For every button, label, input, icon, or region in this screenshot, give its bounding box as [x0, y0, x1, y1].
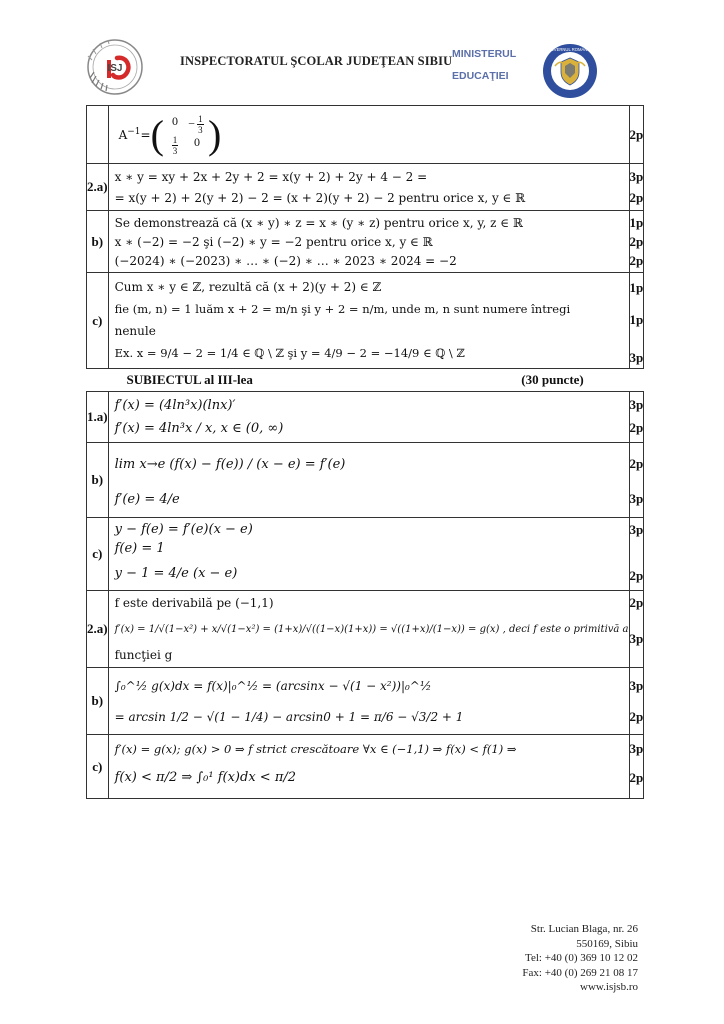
points-value: 2p	[629, 568, 644, 583]
points-value: 3p	[629, 678, 644, 693]
section-title: SUBIECTUL al III-lea	[126, 372, 253, 387]
item-content	[108, 211, 629, 273]
points-value: 3p	[629, 631, 644, 646]
solution-line: f este derivabilă pe (−1,1)	[114, 596, 274, 610]
item-content	[108, 106, 629, 164]
solution-line: f′(x) = 1/√(1−x²) + x/√(1−x²) = (1+x)/√((1−x)(1+x)) = √((1+x)/(1−x)) = g(x) , deci f este o primitivă a	[114, 623, 629, 635]
section-points: (30 puncte)	[521, 372, 584, 387]
solution-line: x ∗ y = xy + 2x + 2y + 2 = x(y + 2) + 2y + 4 − 2 =	[114, 169, 428, 184]
points-value: 2p	[629, 252, 644, 268]
solution-line: ∫₀^½ g(x)dx = f(x)|₀^½ = (arcsinx − √(1 − x²))|₀^½	[114, 679, 432, 693]
solution-line: lim x→e (f(x) − f(e)) / (x − e) = f′(e)	[114, 456, 346, 472]
points-cell	[629, 211, 644, 273]
solution-line: = x(y + 2) + 2(y + 2) − 2 = (x + 2)(y + 2) − 2 pentru orice x, y ∈ ℝ	[114, 190, 526, 205]
item-content	[108, 668, 629, 735]
solution-line: Cum x ∗ y ∈ ℤ, rezultă că (x + 2)(y + 2) ∈ ℤ	[114, 279, 382, 294]
item-label: c)	[87, 518, 109, 591]
item-content	[108, 591, 629, 668]
solution-line: funcţiei g	[114, 648, 173, 662]
points-cell	[629, 518, 644, 591]
table-row	[87, 392, 644, 443]
footer-website[interactable]: www.isjsb.ro	[580, 981, 638, 993]
points-cell	[629, 668, 644, 735]
points-cell	[629, 392, 644, 443]
section-header	[87, 369, 644, 392]
points-value: 3p	[629, 740, 644, 756]
table-row	[87, 735, 644, 799]
solution-line: f(e) = 1	[114, 541, 165, 556]
points-value: 2p	[629, 420, 644, 435]
section-header-row	[87, 369, 644, 392]
item-label: 2.a)	[87, 591, 109, 668]
solution-line: nenule	[114, 324, 156, 338]
points-value: 2p	[629, 709, 644, 724]
isj-logo	[86, 38, 144, 96]
item-label	[87, 106, 109, 164]
table-row	[87, 273, 644, 369]
points-cell	[629, 273, 644, 369]
page-header	[0, 0, 724, 100]
item-content	[108, 164, 629, 211]
item-label: b)	[87, 211, 109, 273]
points-value: 2p	[629, 126, 644, 142]
points-value: 2p	[629, 189, 644, 205]
item-content	[108, 273, 629, 369]
solution-line: Ex. x = 9/4 − 2 = 1/4 ∈ ℚ \ ℤ şi y = 4/9 − 2 = −14/9 ∈ ℚ \ ℤ	[114, 346, 465, 360]
footer-fax: Fax: +40 (0) 269 21 08 17	[522, 966, 638, 979]
solution-line: f′(x) = (4ln³x)(lnx)′	[114, 397, 236, 413]
points-value: 2p	[629, 595, 644, 610]
points-value: 2p	[629, 233, 644, 249]
item-label: 1.a)	[87, 392, 109, 443]
item-content	[108, 518, 629, 591]
footer-city: 550169, Sibiu	[576, 937, 638, 950]
ministry-line-1: MINISTERUL	[452, 48, 517, 60]
points-cell	[629, 443, 644, 518]
item-label: b)	[87, 668, 109, 735]
item-content	[108, 735, 629, 799]
ministry-line-2: EDUCAŢIEI	[452, 70, 509, 82]
table-row	[87, 211, 644, 273]
answer-table	[86, 105, 644, 799]
footer-address: Str. Lucian Blaga, nr. 26	[530, 923, 638, 935]
points-value: 2p	[629, 456, 644, 471]
government-seal-logo	[541, 42, 599, 100]
points-value: 1p	[629, 214, 644, 230]
footer-phone: Tel: +40 (0) 369 10 12 02	[525, 952, 638, 964]
solution-line: x ∗ (−2) = −2 şi (−2) ∗ y = −2 pentru orice x, y ∈ ℝ	[114, 234, 433, 249]
item-label: c)	[87, 735, 109, 799]
solution-line: f′(x) = 4ln³x / x, x ∈ (0, ∞)	[114, 420, 284, 436]
item-label: 2.a)	[87, 164, 109, 211]
points-value: 3p	[629, 349, 644, 365]
table-row	[87, 106, 644, 164]
item-label: b)	[87, 443, 109, 518]
points-cell	[629, 106, 644, 164]
svg-text:ISJ: ISJ	[107, 63, 123, 74]
points-cell	[629, 735, 644, 799]
table-row	[87, 668, 644, 735]
item-label: c)	[87, 273, 109, 369]
solution-line: f(x) < π/2 ⇒ ∫₀¹ f(x)dx < π/2	[114, 770, 297, 785]
points-value: 2p	[629, 769, 644, 785]
points-cell	[629, 164, 644, 211]
item-content	[108, 392, 629, 443]
footer-contact	[522, 922, 638, 995]
item-content	[108, 443, 629, 518]
solution-line: Se demonstrează că (x ∗ y) ∗ z = x ∗ (y ∗ z) pentru orice x, y, z ∈ ℝ	[114, 215, 523, 230]
table-row	[87, 518, 644, 591]
institution-name: INSPECTORATUL ŞCOLAR JUDEŢEAN SIBIU	[180, 54, 453, 68]
solution-line: f′(x) = g(x); g(x) > 0 ⇒ f strict crescătoare ∀x ∈ (−1,1) ⇒ f(x) < f(1) ⇒	[114, 741, 517, 756]
solution-line: y − 1 = 4/e (x − e)	[114, 565, 238, 581]
points-value: 3p	[629, 168, 644, 184]
svg-text:GUVERNUL ROMÂNIEI: GUVERNUL ROMÂNIEI	[547, 47, 593, 52]
points-value: 1p	[629, 311, 644, 327]
points-value: 1p	[629, 279, 644, 295]
table-row	[87, 443, 644, 518]
solution-line: = arcsin 1/2 − √(1 − 1/4) − arcsin0 + 1 = π/6 − √3/2 + 1	[114, 710, 464, 724]
ministry-name	[452, 43, 516, 87]
points-cell	[629, 591, 644, 668]
points-value: 3p	[629, 521, 644, 537]
solution-line: (−2024) ∗ (−2023) ∗ … ∗ (−2) ∗ … ∗ 2023 ∗ 2024 = −2	[114, 253, 457, 268]
solution-line: y − f(e) = f′(e)(x − e)	[114, 522, 253, 537]
points-value: 3p	[629, 397, 644, 412]
solution-line: f′(e) = 4/e	[114, 491, 180, 507]
table-row	[87, 164, 644, 211]
points-value: 3p	[629, 491, 644, 506]
inverse-matrix: $A^{-1}=$ ( 0 − $\frac{1}{3}$ $\frac{1}{3}$ 0 )	[118, 111, 222, 157]
solution-line: fie (m, n) = 1 luăm x + 2 = m/n şi y + 2 = n/m, unde m, n sunt numere întregi	[114, 302, 571, 316]
table-row	[87, 591, 644, 668]
